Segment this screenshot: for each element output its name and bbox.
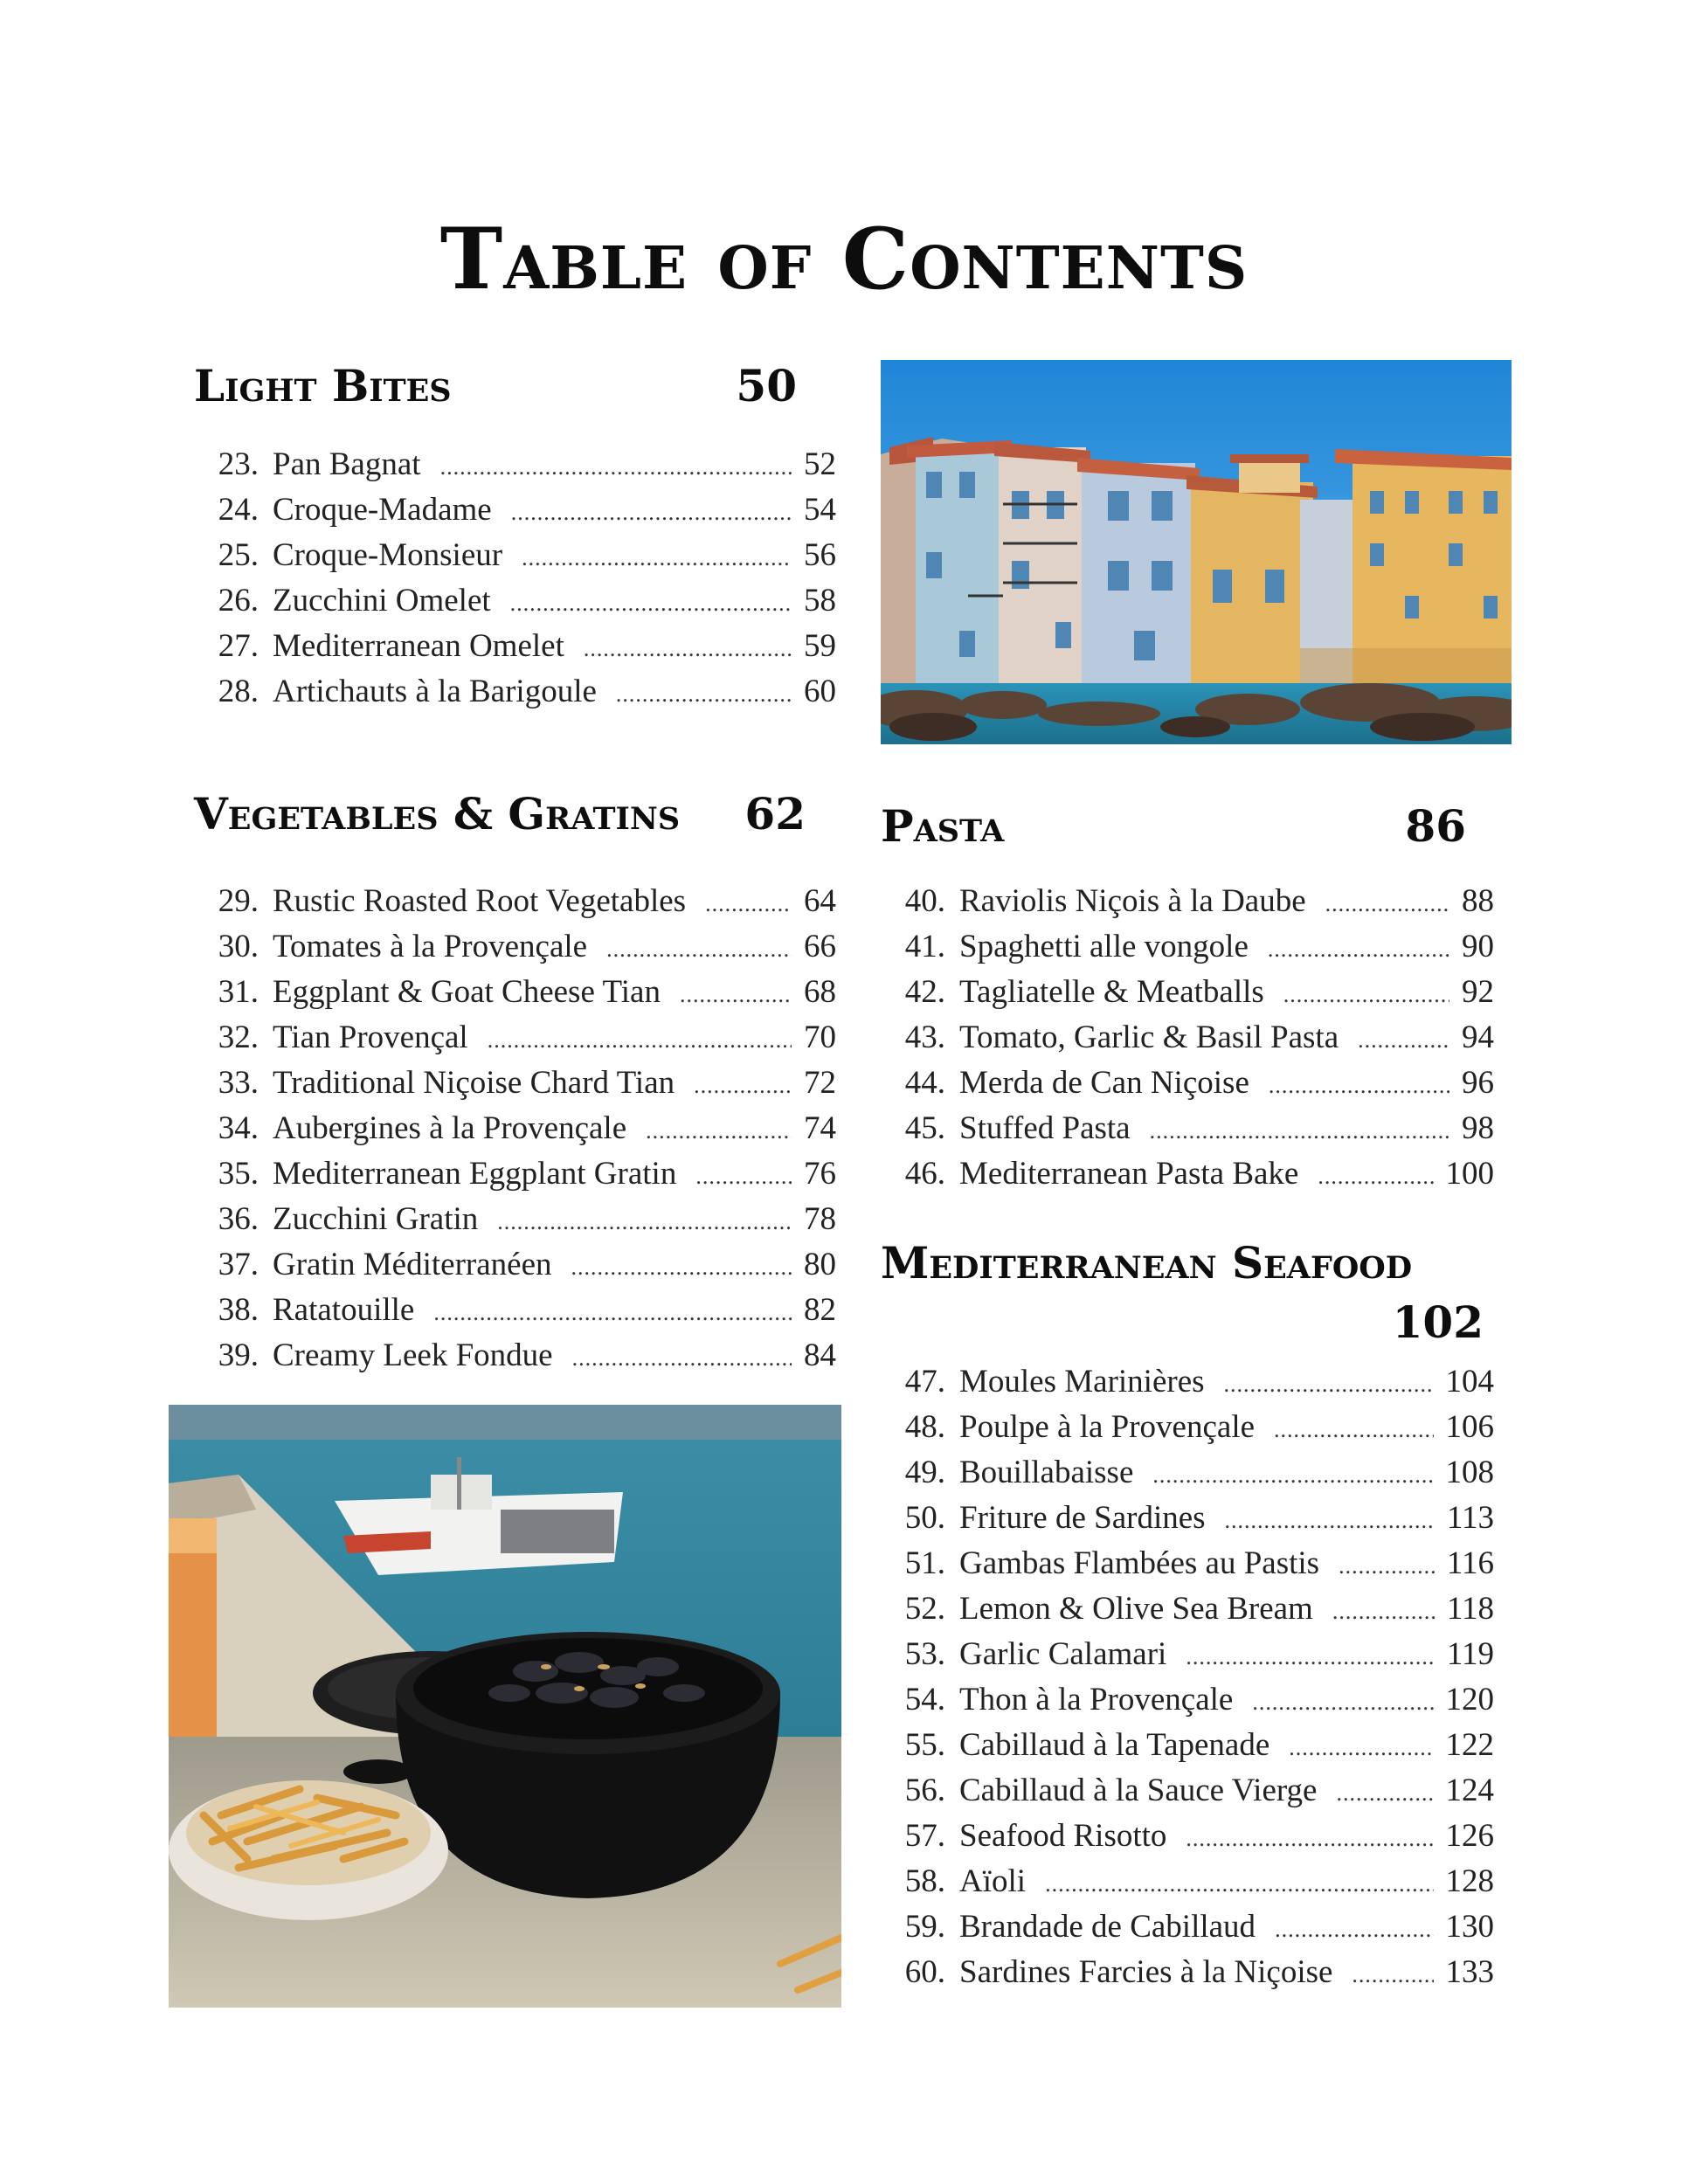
entry-number: 28. <box>218 674 259 709</box>
entry-number: 57. <box>904 1818 945 1854</box>
entry-page-number: 59 <box>804 628 836 664</box>
toc-entry[interactable] <box>194 669 836 715</box>
toc-entry[interactable] <box>881 1723 1494 1768</box>
section-pasta <box>881 800 1494 1197</box>
entry-number: 49. <box>904 1455 945 1490</box>
entry-number: 54. <box>904 1682 945 1717</box>
entry-number: 34. <box>218 1110 259 1146</box>
entry-number: 45. <box>904 1110 945 1146</box>
entry-title: Garlic Calamari <box>959 1636 1167 1672</box>
dot-leader <box>1274 1407 1433 1453</box>
dot-leader <box>1275 1907 1433 1952</box>
entry-title: Aïoli <box>959 1863 1027 1899</box>
entry-title: Stuffed Pasta <box>959 1110 1131 1146</box>
entry-number: 27. <box>218 628 259 664</box>
dot-leader <box>571 1245 792 1290</box>
entry-page-number: 124 <box>1445 1773 1494 1808</box>
entry-number: 42. <box>904 974 945 1010</box>
dot-leader <box>705 881 792 927</box>
entry-number: 46. <box>904 1156 945 1192</box>
entry-number: 39. <box>218 1337 259 1373</box>
dot-leader <box>1269 1063 1449 1109</box>
entry-page-number: 74 <box>804 1110 836 1146</box>
toc-entry[interactable] <box>194 1242 836 1288</box>
entry-title: Tomato, Garlic & Basil Pasta <box>959 1019 1339 1055</box>
entry-title: Brandade de Cabillaud <box>959 1909 1256 1945</box>
toc-entry[interactable] <box>194 442 836 487</box>
toc-entry[interactable] <box>881 1061 1494 1106</box>
dot-leader <box>1358 1018 1449 1063</box>
toc-entry[interactable] <box>881 1950 1494 1995</box>
toc-entry[interactable] <box>194 533 836 578</box>
toc-entry[interactable] <box>881 1496 1494 1541</box>
entry-page-number: 98 <box>1462 1110 1494 1146</box>
dot-leader <box>1252 1680 1433 1725</box>
section-page-number: 102 <box>1392 1296 1484 1348</box>
dot-leader <box>646 1109 792 1154</box>
toc-entry[interactable] <box>881 1541 1494 1586</box>
toc-entry[interactable] <box>881 1405 1494 1450</box>
section-title: Pasta <box>881 800 1005 852</box>
entry-title: Gambas Flambées au Pastis <box>959 1545 1320 1581</box>
entry-title: Spaghetti alle vongole <box>959 929 1249 964</box>
section-header <box>194 360 797 412</box>
entry-title: Croque-Madame <box>273 492 492 528</box>
entry-page-number: 72 <box>804 1065 836 1101</box>
entry-title: Eggplant & Goat Cheese Tian <box>273 974 661 1010</box>
toc-entry[interactable] <box>881 1677 1494 1723</box>
toc-entry[interactable] <box>194 487 836 533</box>
entry-page-number: 119 <box>1446 1636 1494 1672</box>
toc-entry[interactable] <box>194 624 836 669</box>
entry-page-number: 113 <box>1446 1500 1494 1536</box>
toc-entry[interactable] <box>881 1586 1494 1632</box>
entry-number: 41. <box>904 929 945 964</box>
entry-page-number: 126 <box>1445 1818 1494 1854</box>
dot-leader <box>1152 1453 1433 1498</box>
entry-page-number: 90 <box>1462 929 1494 964</box>
toc-entry[interactable] <box>194 1288 836 1333</box>
entry-number: 56. <box>904 1773 945 1808</box>
entry-number: 38. <box>218 1292 259 1328</box>
dot-leader <box>680 972 792 1018</box>
toc-entry[interactable] <box>881 879 1494 924</box>
entry-page-number: 94 <box>1462 1019 1494 1055</box>
entry-page-number: 82 <box>804 1292 836 1328</box>
entry-title: Tagliatelle & Meatballs <box>959 974 1264 1010</box>
entry-title: Poulpe à la Provençale <box>959 1409 1256 1445</box>
section-page-number: 86 <box>1405 800 1466 852</box>
toc-entry[interactable] <box>881 970 1494 1015</box>
entry-page-number: 80 <box>804 1247 836 1282</box>
toc-entry[interactable] <box>881 1632 1494 1677</box>
entry-title: Croque-Monsieur <box>273 537 503 573</box>
entry-page-number: 120 <box>1445 1682 1494 1717</box>
section-light-bites <box>194 360 836 715</box>
toc-entry[interactable] <box>194 1061 836 1106</box>
toc-entry[interactable] <box>881 1015 1494 1061</box>
toc-entry[interactable] <box>881 1151 1494 1197</box>
entry-page-number: 66 <box>804 929 836 964</box>
entry-title: Tian Provençal <box>273 1019 468 1055</box>
entry-title: Thon à la Provençale <box>959 1682 1234 1717</box>
entry-page-number: 92 <box>1462 974 1494 1010</box>
entry-title: Friture de Sardines <box>959 1500 1206 1536</box>
dot-leader <box>1352 1952 1433 1998</box>
toc-entry[interactable] <box>194 924 836 970</box>
entry-number: 25. <box>218 537 259 573</box>
toc-entry[interactable] <box>881 1106 1494 1151</box>
dot-leader <box>616 672 792 717</box>
dot-leader <box>1283 972 1449 1018</box>
entry-page-number: 106 <box>1445 1409 1494 1445</box>
section-title: Vegetables & Gratins <box>194 788 681 840</box>
entry-number: 53. <box>904 1636 945 1672</box>
dot-leader <box>1289 1725 1433 1771</box>
entry-number: 31. <box>218 974 259 1010</box>
entry-page-number: 52 <box>804 446 836 482</box>
entry-page-number: 104 <box>1445 1364 1494 1400</box>
harbor-buildings-photo <box>881 360 1512 744</box>
entry-title: Raviolis Niçois à la Daube <box>959 883 1306 919</box>
entry-list <box>194 442 836 715</box>
entry-page-number: 122 <box>1445 1727 1494 1763</box>
toc-entry[interactable] <box>194 970 836 1015</box>
entry-list <box>881 1359 1494 1995</box>
dot-leader <box>1268 927 1449 972</box>
dot-leader <box>584 626 792 672</box>
dot-leader <box>488 1018 792 1063</box>
entry-title: Seafood Risotto <box>959 1818 1167 1854</box>
entry-page-number: 100 <box>1445 1156 1494 1192</box>
entry-number: 32. <box>218 1019 259 1055</box>
entry-number: 50. <box>904 1500 945 1536</box>
toc-entry[interactable] <box>881 1814 1494 1859</box>
entry-title: Tomates à la Provençale <box>273 929 588 964</box>
entry-title: Mediterranean Eggplant Gratin <box>273 1156 677 1192</box>
entry-page-number: 70 <box>804 1019 836 1055</box>
entry-number: 29. <box>218 883 259 919</box>
dot-leader <box>433 1290 792 1336</box>
dot-leader <box>440 445 792 490</box>
dot-leader <box>572 1336 792 1381</box>
entry-page-number: 133 <box>1445 1954 1494 1990</box>
entry-page-number: 128 <box>1445 1863 1494 1899</box>
toc-entry[interactable] <box>881 1859 1494 1904</box>
entry-number: 44. <box>904 1065 945 1101</box>
entry-number: 60. <box>904 1954 945 1990</box>
entry-page-number: 54 <box>804 492 836 528</box>
section-header <box>881 1237 1484 1348</box>
toc-entry[interactable] <box>194 1333 836 1379</box>
entry-number: 37. <box>218 1247 259 1282</box>
dot-leader <box>1186 1635 1435 1680</box>
toc-entry[interactable] <box>194 879 836 924</box>
entry-number: 26. <box>218 583 259 619</box>
entry-number: 47. <box>904 1364 945 1400</box>
entry-title: Artichauts à la Barigoule <box>273 674 597 709</box>
entry-number: 55. <box>904 1727 945 1763</box>
toc-entry[interactable] <box>881 1359 1494 1405</box>
entry-page-number: 60 <box>804 674 836 709</box>
section-title: Light Bites <box>194 360 452 411</box>
entry-list <box>194 879 836 1379</box>
dot-leader <box>694 1063 792 1109</box>
toc-entry[interactable] <box>194 1106 836 1151</box>
toc-entry[interactable] <box>881 1904 1494 1950</box>
entry-number: 24. <box>218 492 259 528</box>
entry-number: 40. <box>904 883 945 919</box>
entry-page-number: 96 <box>1462 1065 1494 1101</box>
entry-page-number: 118 <box>1446 1591 1494 1627</box>
dot-leader <box>510 581 792 626</box>
dot-leader <box>1224 1362 1434 1407</box>
entry-page-number: 78 <box>804 1201 836 1237</box>
dot-leader <box>606 927 792 972</box>
dot-leader <box>1332 1589 1435 1635</box>
section-vegetables-gratins <box>194 788 836 1379</box>
entry-title: Mediterranean Omelet <box>273 628 564 664</box>
dot-leader <box>1150 1109 1449 1154</box>
page-title: Table of Contents <box>439 210 1249 308</box>
dot-leader <box>1186 1816 1433 1862</box>
section-title: Mediterranean Seafood <box>881 1237 1413 1289</box>
entry-number: 35. <box>218 1156 259 1192</box>
entry-title: Merda de Can Niçoise <box>959 1065 1249 1101</box>
entry-title: Moules Marinières <box>959 1364 1205 1400</box>
toc-entry[interactable] <box>881 924 1494 970</box>
entry-title: Bouillabaisse <box>959 1455 1134 1490</box>
dot-leader <box>1045 1862 1433 1907</box>
entry-number: 59. <box>904 1909 945 1945</box>
entry-number: 52. <box>904 1591 945 1627</box>
mussels-and-fries-photo <box>169 1405 841 2008</box>
dot-leader <box>522 536 792 581</box>
entry-page-number: 116 <box>1446 1545 1494 1581</box>
entry-title: Rustic Roasted Root Vegetables <box>273 883 687 919</box>
entry-number: 58. <box>904 1863 945 1899</box>
dot-leader <box>511 490 792 536</box>
section-page-number: 50 <box>736 360 797 411</box>
toc-entry[interactable] <box>194 1015 836 1061</box>
entry-title: Ratatouille <box>273 1292 415 1328</box>
entry-title: Zucchini Gratin <box>273 1201 479 1237</box>
entry-title: Cabillaud à la Tapenade <box>959 1727 1270 1763</box>
toc-entry[interactable] <box>194 1197 836 1242</box>
toc-entry[interactable] <box>194 1151 836 1197</box>
toc-entry[interactable] <box>881 1450 1494 1496</box>
entry-number: 36. <box>218 1201 259 1237</box>
entry-page-number: 58 <box>804 583 836 619</box>
entry-number: 51. <box>904 1545 945 1581</box>
entry-title: Lemon & Olive Sea Bream <box>959 1591 1313 1627</box>
entry-page-number: 108 <box>1445 1455 1494 1490</box>
entry-title: Pan Bagnat <box>273 446 421 482</box>
entry-number: 23. <box>218 446 259 482</box>
section-mediterranean-seafood <box>881 1237 1494 1995</box>
dot-leader <box>1325 881 1449 927</box>
entry-page-number: 130 <box>1445 1909 1494 1945</box>
entry-page-number: 56 <box>804 537 836 573</box>
entry-title: Traditional Niçoise Chard Tian <box>273 1065 675 1101</box>
entry-title: Creamy Leek Fondue <box>273 1337 553 1373</box>
dot-leader <box>497 1199 792 1245</box>
section-page-number: 62 <box>744 788 806 840</box>
dot-leader <box>1318 1154 1433 1199</box>
entry-page-number: 64 <box>804 883 836 919</box>
entry-title: Zucchini Omelet <box>273 583 491 619</box>
entry-title: Sardines Farcies à la Niçoise <box>959 1954 1333 1990</box>
entry-number: 33. <box>218 1065 259 1101</box>
dot-leader <box>1336 1771 1433 1816</box>
toc-entry[interactable] <box>881 1768 1494 1814</box>
entry-list <box>881 879 1494 1197</box>
entry-title: Cabillaud à la Sauce Vierge <box>959 1773 1318 1808</box>
entry-title: Gratin Méditerranéen <box>273 1247 552 1282</box>
section-header <box>194 788 806 840</box>
entry-number: 30. <box>218 929 259 964</box>
entry-page-number: 76 <box>804 1156 836 1192</box>
entry-page-number: 68 <box>804 974 836 1010</box>
dot-leader <box>1225 1498 1435 1544</box>
entry-page-number: 84 <box>804 1337 836 1373</box>
entry-page-number: 88 <box>1462 883 1494 919</box>
section-header <box>881 800 1466 853</box>
dot-leader <box>1339 1544 1435 1589</box>
entry-number: 48. <box>904 1409 945 1445</box>
toc-entry[interactable] <box>194 578 836 624</box>
dot-leader <box>695 1154 792 1199</box>
entry-number: 43. <box>904 1019 945 1055</box>
entry-title: Aubergines à la Provençale <box>273 1110 627 1146</box>
entry-title: Mediterranean Pasta Bake <box>959 1156 1299 1192</box>
